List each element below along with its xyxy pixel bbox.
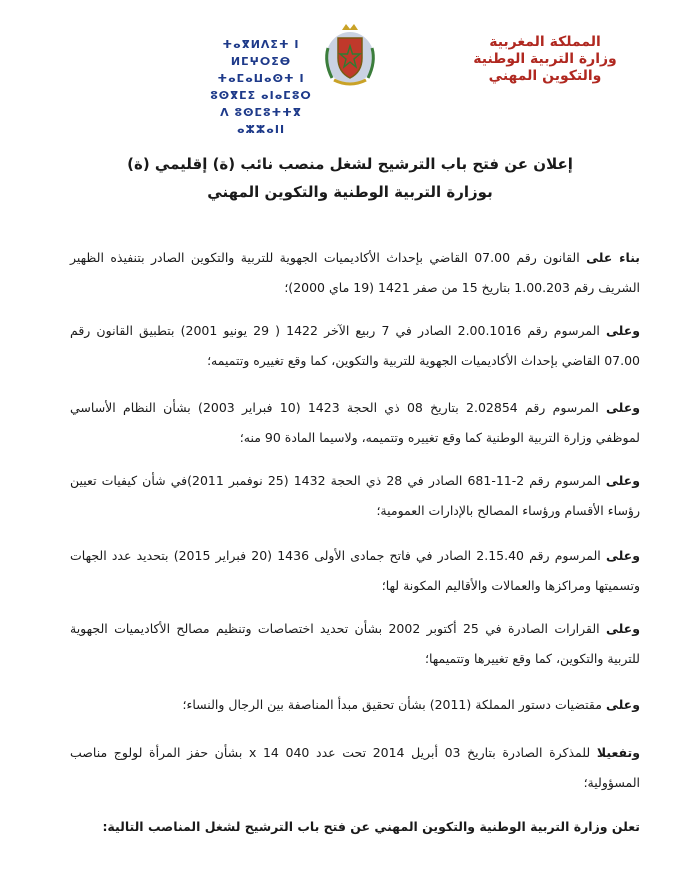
paragraph-lead: وعلى <box>605 473 640 488</box>
closing-statement: تعلن وزارة التربية الوطنية والتكوين المهني عن فتح باب الترشيح لشغل المناصب التالية: <box>102 819 640 834</box>
paragraph-text: المرسوم رقم 2.02854 بتاريخ 08 ذي الحجة 1423 (10 فبراير 2003) بشأن النظام الأساسي لموظفي وزارة التربية الوطنية كما وقع تغييره وتتميمه، ولاسيما المادة 90 منه؛ <box>70 400 640 445</box>
announcement-title: إعلان عن فتح باب الترشيح لشغل منصب نائب (ة) إقليمي (ة) بوزارة التربية الوطنية والتكوين المهني <box>127 155 573 201</box>
paragraph-text: المرسوم رقم 2-11-681 الصادر في 28 ذي الحجة 1432 (25 نوفمبر 2011)في شأن كيفيات تعيين رؤساء الأقسام ورؤساء المصالح بالإدارات العمومية؛ <box>70 473 640 518</box>
preamble-paragraph <box>70 541 640 601</box>
paragraph-lead: بناء على <box>586 250 640 265</box>
preamble-paragraph <box>70 243 640 303</box>
paragraph-text: القانون رقم 07.00 القاضي بإحداث الأكاديميات الجهوية للتربية والتكوين الصادر بتنفيذه الظهير الشريف رقم 1.00.203 بتاريخ 15 من صفر 1421 (19 ماي 2000)؛ <box>70 250 640 295</box>
paragraph-text: مقتضيات دستور المملكة (2011) بشأن تحقيق مبدأ المناصفة بين الرجال والنساء؛ <box>182 697 606 712</box>
preamble-paragraph <box>70 393 640 453</box>
paragraph-lead: وعلى <box>605 621 640 636</box>
paragraph-lead: وعلى <box>605 548 640 563</box>
paragraph-lead: وعلى <box>605 400 641 415</box>
preamble-paragraph <box>70 690 640 720</box>
paragraph-lead: وتفعيلا <box>596 745 640 760</box>
preamble-paragraph <box>70 316 640 376</box>
paragraph-lead: وعلى <box>605 697 640 712</box>
paragraph-text: للمذكرة الصادرة بتاريخ 03 أبريل 2014 تحت عدد 040 x 14 بشأن حفز المرأة لولوج مناصب المسؤولية؛ <box>70 745 640 790</box>
paragraph-text: المرسوم رقم 2.00.1016 الصادر في 7 ربيع الآخر 1422 ( 29 يونيو 2001) بتطبيق القانون رقم 07.00 القاضي بإحداث الأكاديميات الجهوية للتربية والتكوين، كما وقع تغييره وتتميمه؛ <box>70 323 640 368</box>
preamble-paragraph <box>70 466 640 526</box>
ministry-name-tifinagh: ⵜⴰⴳⵍⴷⵉⵜ ⵏ ⵍⵎⵖⵔⵉⴱ ⵜⴰⵎⴰⵡⴰⵙⵜ ⵏ ⵓⵙⴳⵎⵉ ⴰⵏⴰⵎⵓⵔ ⴷ ⵓⵙⵎⵓⵜⵜⴳ ⴰⵣⵣⴰⵏⵏ <box>210 38 312 136</box>
letterhead <box>0 0 700 136</box>
paragraph-text: المرسوم رقم 2.15.40 الصادر في فاتح جمادى الأولى 1436 (20 فبراير 2015) بتحديد عدد الجهات وتسميتها ومراكزها والعمالات والأقاليم المكونة لها؛ <box>70 548 640 593</box>
ministry-name-arabic: المملكة المغربية وزارة التربية الوطنية والتكوين المهني <box>473 34 617 84</box>
paragraph-text: القرارات الصادرة في 25 أكتوبر 2002 بشأن تحديد اختصاصات وتنظيم مصالح الأكاديميات الجهوية للتربية والتكوين، كما وقع تغييرها وتتميمها؛ <box>70 621 640 666</box>
preamble-paragraph <box>70 614 640 674</box>
coat-of-arms-icon <box>322 22 378 88</box>
preamble-paragraph <box>70 738 640 798</box>
paragraph-lead: وعلى <box>605 323 641 338</box>
